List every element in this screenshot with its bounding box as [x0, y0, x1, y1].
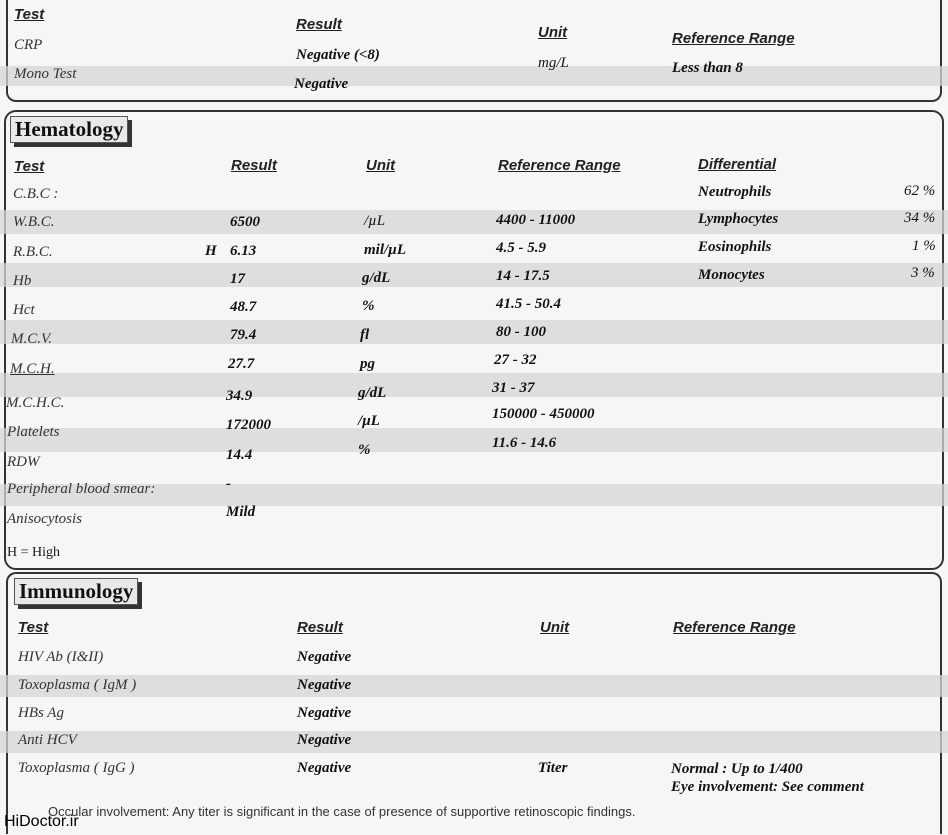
hema-result-platelets: 172000	[226, 417, 271, 433]
hema-test-cbc: C.B.C :	[13, 186, 59, 202]
hema-result-rdw: 14.4	[226, 447, 253, 463]
immuno-result-hcv: Negative	[297, 732, 352, 748]
watermark-logo: HiDoctor.ir	[4, 813, 79, 830]
immuno-result-hbsag: Negative	[297, 705, 352, 721]
hema-unit-platelets: /µL	[358, 413, 380, 429]
serology-ref-crp: Less than 8	[672, 60, 743, 76]
serology-result-mono: Negative	[294, 76, 349, 92]
serology-header-reference-range: Reference Range	[672, 30, 795, 47]
hema-unit-rbc: mil/µL	[364, 242, 406, 258]
serology-header-unit: Unit	[538, 24, 568, 41]
hema-result-wbc: 6500	[230, 214, 260, 230]
diff-name-neutrophils: Neutrophils	[698, 184, 772, 200]
hema-ref-hb: 14 - 17.5	[496, 268, 550, 284]
immunology-header-result: Result	[297, 619, 343, 636]
diff-value-eosinophils: 1 %	[912, 238, 936, 254]
hema-ref-mchc: 31 - 37	[492, 380, 535, 396]
serology-panel	[6, 0, 942, 102]
hema-test-platelets: Platelets	[7, 424, 60, 440]
hema-test-mchc: M.C.H.C.	[6, 395, 65, 411]
immuno-ref2-toxo-igg: Eye involvement: See comment	[671, 779, 864, 795]
hema-result-mcv: 79.4	[230, 327, 257, 343]
hematology-title: Hematology	[10, 116, 128, 143]
immuno-test-toxo-igm: Toxoplasma ( IgM )	[18, 677, 137, 693]
hematology-legend: H = High	[7, 545, 61, 560]
immuno-test-hiv: HIV Ab (I&II)	[18, 649, 104, 665]
immunology-header-reference-range: Reference Range	[673, 619, 796, 636]
immuno-unit-toxo-igg: Titer	[538, 760, 568, 776]
hema-result-anisocytosis: Mild	[226, 504, 256, 520]
immuno-result-toxo-igm: Negative	[297, 677, 352, 693]
hema-unit-mch: pg	[360, 356, 375, 372]
hema-test-wbc: W.B.C.	[13, 214, 55, 230]
hema-result-mch: 27.7	[228, 356, 255, 372]
hema-unit-mchc: g/dL	[358, 385, 387, 401]
hema-test-mch: M.C.H.	[10, 361, 55, 377]
diff-name-lymphocytes: Lymphocytes	[698, 211, 779, 227]
hema-unit-rdw: %	[358, 442, 371, 458]
immunology-header-unit: Unit	[540, 619, 570, 636]
hema-test-anisocytosis: Anisocytosis	[7, 511, 82, 527]
immuno-result-toxo-igg: Negative	[297, 760, 352, 776]
hema-ref-wbc: 4400 - 11000	[496, 212, 576, 228]
hema-ref-platelets: 150000 - 450000	[492, 406, 595, 422]
hema-test-smear: Peripheral blood smear:	[7, 481, 156, 497]
hema-unit-mcv: fl	[360, 327, 370, 343]
serology-test-mono: Mono Test	[14, 66, 77, 82]
hematology-header-differential: Differential	[698, 156, 777, 173]
serology-header-result: Result	[296, 16, 342, 33]
hema-result-rbc: 6.13	[230, 243, 257, 259]
diff-name-eosinophils: Eosinophils	[698, 239, 772, 255]
hema-result-smear: -	[226, 476, 231, 492]
serology-result-crp: Negative (<8)	[296, 47, 380, 63]
hema-test-mcv: M.C.V.	[11, 331, 52, 347]
immunology-note: Occular involvement: Any titer is significant in the case of presence of supportive retinoscopic findings.	[48, 804, 636, 819]
immuno-test-hcv: Anti HCV	[18, 732, 77, 748]
hematology-header-result: Result	[231, 157, 277, 174]
hema-ref-hct: 41.5 - 50.4	[496, 296, 561, 312]
hema-test-hct: Hct	[13, 302, 35, 318]
immunology-header-test: Test	[18, 619, 49, 636]
hema-test-rdw: RDW	[7, 454, 40, 470]
hema-result-hb: 17	[230, 271, 245, 287]
diff-value-neutrophils: 62 %	[904, 183, 936, 199]
serology-test-crp: CRP	[14, 37, 43, 53]
hema-ref-rbc: 4.5 - 5.9	[496, 240, 546, 256]
hematology-header-test: Test	[14, 158, 45, 175]
hema-test-rbc: R.B.C.	[13, 244, 53, 260]
hema-unit-wbc: /µL	[364, 213, 386, 229]
hema-ref-rdw: 11.6 - 14.6	[492, 435, 557, 451]
diff-value-monocytes: 3 %	[911, 265, 935, 281]
hema-test-hb: Hb	[13, 273, 32, 289]
diff-name-monocytes: Monocytes	[698, 267, 765, 283]
diff-value-lymphocytes: 34 %	[904, 210, 936, 226]
immuno-result-hiv: Negative	[297, 649, 352, 665]
hematology-header-unit: Unit	[366, 157, 396, 174]
hema-ref-mch: 27 - 32	[494, 352, 537, 368]
hematology-header-reference-range: Reference Range	[498, 157, 621, 174]
hema-result-mchc: 34.9	[226, 388, 253, 404]
hema-ref-mcv: 80 - 100	[496, 324, 546, 340]
immuno-test-toxo-igg: Toxoplasma ( IgG )	[18, 760, 135, 776]
hema-flag-rbc: H	[205, 243, 217, 259]
immuno-ref-toxo-igg: Normal : Up to 1/400	[671, 761, 803, 777]
serology-unit-crp: mg/L	[538, 55, 569, 71]
immuno-test-hbsag: HBs Ag	[18, 705, 64, 721]
immunology-title: Immunology	[14, 578, 138, 605]
serology-header-test: Test	[14, 6, 45, 23]
hema-unit-hb: g/dL	[362, 270, 391, 286]
hema-result-hct: 48.7	[230, 299, 257, 315]
hema-unit-hct: %	[362, 298, 375, 314]
